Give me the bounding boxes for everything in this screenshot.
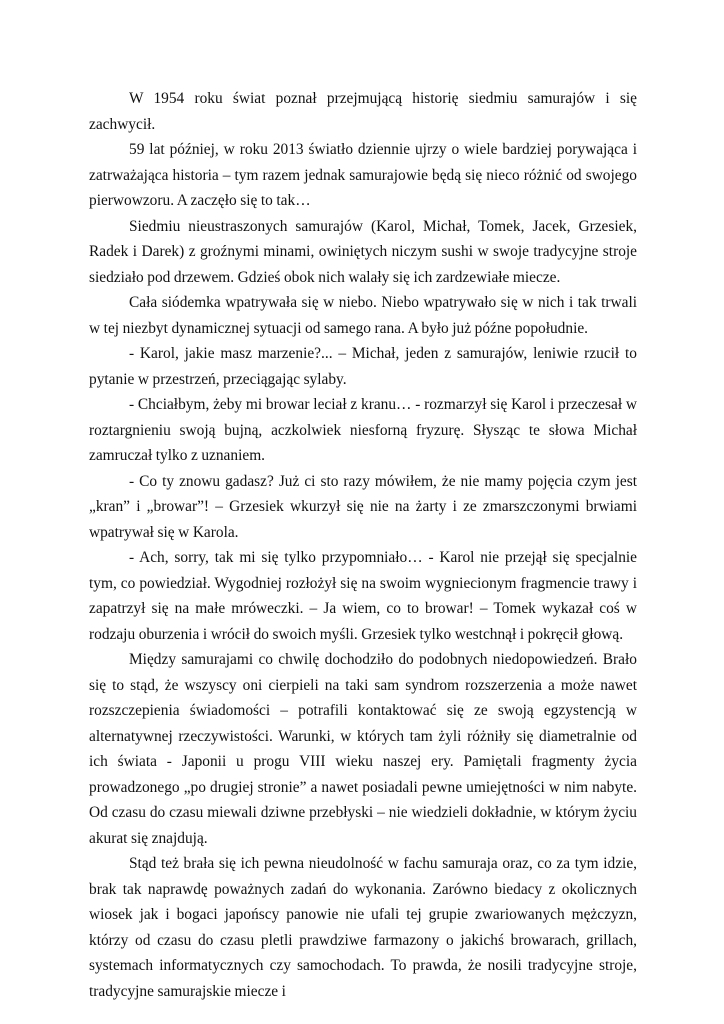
paragraph-7: - Co ty znowu gadasz? Już ci sto razy mówiłem, że nie mamy pojęcia czym jest „kran” i „browar”! – Grzesiek wkurzył się nie na żarty i ze zmarszczonymi brwiami wpatrywał się w Karola. bbox=[89, 472, 637, 541]
paragraph-8: - Ach, sorry, tak mi się tylko przypomniało… - Karol nie przejął się specjalnie tym, co powiedział. Wygodniej rozłożył się na swoim wygniecionym fragmencie trawy i zapatrzył się na małe mróweczki. – Ja wiem, co to browar! – Tomek wykazał coś w rodzaju oburzenia i wrócił do swoich myśli. Grzesiek tylko westchnął i pokręcił głową. bbox=[89, 549, 637, 643]
paragraph-4: Cała siódemka wpatrywała się w niebo. Niebo wpatrywało się w nich i tak trwali w tej niezbyt dynamicznej sytuacji od samego rana. A było już późne popołudnie. bbox=[89, 294, 637, 337]
paragraph-9: Między samurajami co chwilę dochodziło do podobnych niedopowiedzeń. Brało się to stąd, że wszyscy oni cierpieli na taki sam syndrom rozszerzenia a może nawet rozszczepienia świadomości – potrafili kontaktować się ze swoją egzystencją w alternatywnej rzeczywistości. Warunki, w których tam żyli różniły się diametralnie od ich świata - Japonii u progu VIII wieku naszej ery. Pamiętali fragmenty życia prowadzonego „po drugiej stronie” a nawet posiadali pewne umiejętności w nim nabyte. Od czasu do czasu miewali dziwne przebłyski – nie wiedzieli dokładnie, w którym życiu akurat się znajdują. bbox=[89, 651, 637, 847]
paragraph-2: 59 lat później, w roku 2013 światło dziennie ujrzy o wiele bardziej porywająca i zatrważająca historia – tym razem jednak samurajowie będą się nieco różnić od swojego pierwowzoru. A zaczęło się to tak… bbox=[89, 141, 637, 209]
paragraph-5: - Karol, jakie masz marzenie?... – Michał, jeden z samurajów, leniwie rzucił to pytanie w przestrzeń, przeciągając sylaby. bbox=[89, 345, 637, 388]
paragraph-3: Siedmiu nieustraszonych samurajów (Karol, Michał, Tomek, Jacek, Grzesiek, Radek i Darek) z groźnymi minami, owiniętych niczym sushi w swoje tradycyjne stroje siedziało pod drzewem. Gdzieś obok nich walały się ich zardzewiałe miecze. bbox=[89, 217, 637, 286]
paragraph-1: W 1954 roku świat poznał przejmującą historię siedmiu samurajów i się zachwycił. bbox=[89, 90, 637, 133]
paragraph-10: Stąd też brała się ich pewna nieudolność w fachu samuraja oraz, co za tym idzie, brak tak naprawdę poważnych zadań do wykonania. Zarówno biedacy z okolicznych wiosek jak i bogaci japońscy panowie nie ufali tej grupie zwariowanych mężczyzn, którzy od czasu do czasu pletli prawdziwe farmazony o jakichś browarach, grillach, systemach informatycznych czy samochodach. To prawda, że nosili tradycyjne stroje, tradycyjne samurajskie miecze i bbox=[89, 855, 637, 1000]
paragraph-6: - Chciałbym, żeby mi browar leciał z kranu… - rozmarzył się Karol i przeczesał w roztargnieniu swoją bujną, aczkolwiek niesforną fryzurę. Słysząc te słowa Michał zamruczał tylko z uznaniem. bbox=[89, 396, 637, 464]
document-page bbox=[89, 86, 637, 1004]
